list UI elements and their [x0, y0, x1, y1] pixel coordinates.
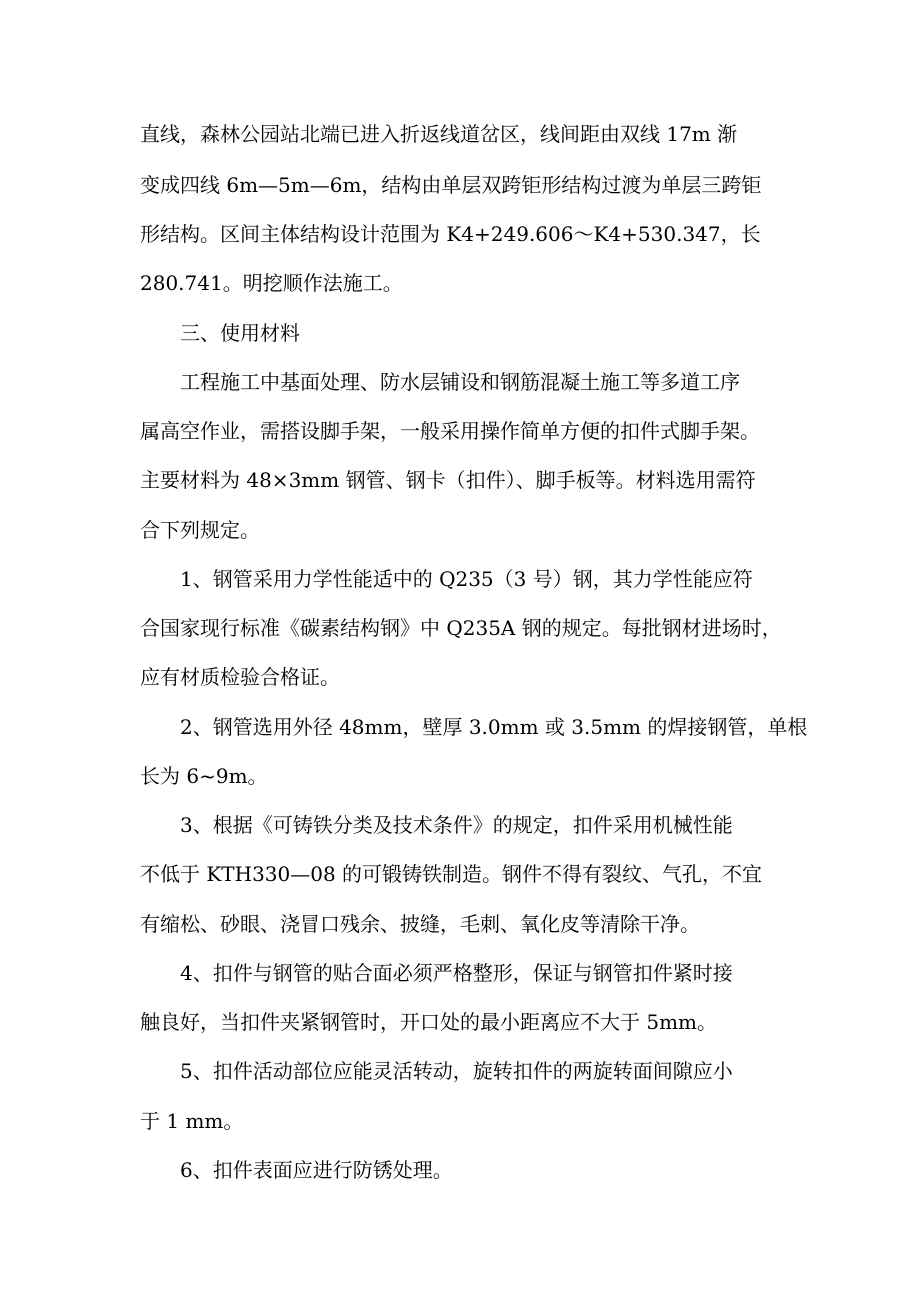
- text-line: 触良好，当扣件夹紧钢管时，开口处的最小距离应不大于 5mm。: [140, 1010, 718, 1034]
- text-line: 形结构。区间主体结构设计范围为 K4+249.606～K4+530.347，长: [140, 222, 761, 246]
- list-item: 5、扣件活动部位应能灵活转动，旋转扣件的两旋转面间隙应小: [180, 1059, 733, 1083]
- text-line: 于 1 mm。: [140, 1109, 244, 1133]
- section-heading: 三、使用材料: [180, 321, 300, 345]
- text-line: 属高空作业，需搭设脚手架，一般采用操作简单方便的扣件式脚手架。: [140, 419, 760, 443]
- text-line: 变成四线 6m—5m—6m，结构由单层双跨钜形结构过渡为单层三跨钜: [140, 173, 762, 197]
- text-line: 长为 6~9m。: [140, 764, 268, 788]
- text-line: 主要材料为 48×3mm 钢管、钢卡（扣件）、脚手板等。材料选用需符: [140, 468, 756, 492]
- list-item: 4、扣件与钢管的贴合面必须严格整形，保证与钢管扣件紧时接: [180, 961, 733, 985]
- text-line: 工程施工中基面处理、防水层铺设和钢筋混凝土施工等多道工序: [180, 370, 740, 394]
- text-line: 应有材质检验合格证。: [140, 665, 340, 689]
- text-line: 直线，森林公园站北端已进入折返线道岔区，线间距由双线 17m 渐: [140, 122, 738, 146]
- list-item: 3、根据《可铸铁分类及技术条件》的规定，扣件采用机械性能: [180, 813, 733, 837]
- text-line: 合下列规定。: [140, 518, 260, 542]
- text-line: 有缩松、砂眼、浇冒口残余、披缝，毛刺、氧化皮等清除干净。: [140, 912, 700, 936]
- list-item: 6、扣件表面应进行防锈处理。: [180, 1158, 453, 1182]
- text-line: 280.741。明挖顺作法施工。: [140, 271, 403, 295]
- text-line: 合国家现行标准《碳素结构钢》中 Q235A 钢的规定。每批钢材进场时，: [140, 616, 782, 640]
- text-line: 不低于 KTH330—08 的可锻铸铁制造。钢件不得有裂纹、气孔，不宜: [140, 862, 763, 886]
- list-item: 2、钢管选用外径 48mm，壁厚 3.0mm 或 3.5mm 的焊接钢管，单根: [180, 715, 808, 739]
- list-item: 1、钢管采用力学性能适中的 Q235（3 号）钢，其力学性能应符: [180, 567, 753, 591]
